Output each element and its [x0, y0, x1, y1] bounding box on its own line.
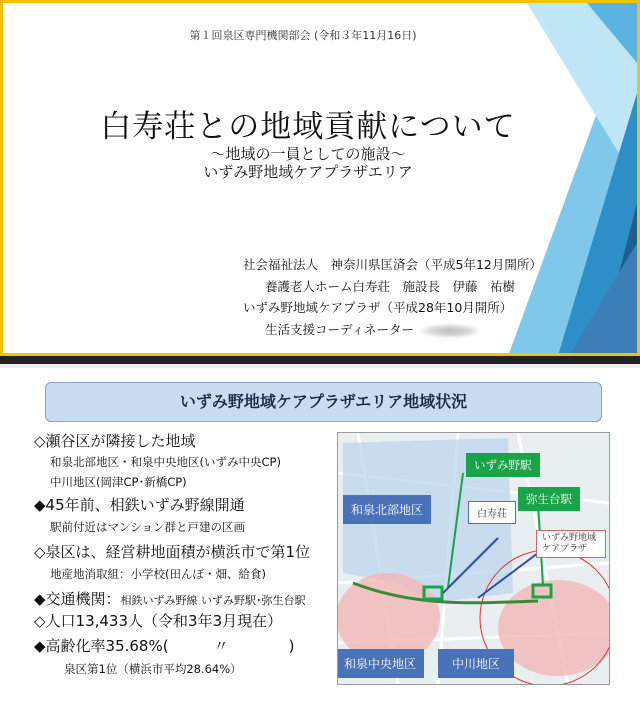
label-izumino-station: いずみ野駅 — [466, 453, 540, 477]
label-care-plaza: いずみ野地域ケアプラザ — [536, 530, 606, 558]
label-yayoidai-station: 弥生台駅 — [518, 487, 580, 511]
subtitle-1: 〜地域の一員としての施設〜 — [210, 145, 406, 163]
bullet-2a: 駅前付近はマンション群と戸建の区画 — [50, 520, 245, 534]
area-map — [337, 432, 610, 685]
bullet-5: ◇人口13,433人（令和3年3月現在） — [34, 612, 283, 630]
title-slide — [0, 0, 640, 356]
org-line-1: 社会福祉法人 神奈川県匡済会（平成5年12月開所） — [243, 257, 542, 272]
meeting-caption: 第１回泉区専門機関部会 (令和３年11月16日) — [189, 29, 417, 42]
org-line-2: 養護老人ホーム白寿荘 施設長 伊藤 祐樹 — [265, 279, 516, 294]
bullet-3: ◇泉区は、経営耕地面積が横浜市で第1位 — [34, 543, 311, 561]
bullet-4-detail: 相鉄いずみ野線 いずみ野駅･弥生台駅 — [120, 594, 306, 607]
area-slide — [0, 364, 640, 719]
blurred-name — [420, 324, 480, 338]
label-hakujuso: 白寿荘 — [468, 501, 516, 524]
bullet-1a: 和泉北部地区・和泉中央地区(いずみ中央CP) — [50, 455, 281, 469]
org-line-4 — [265, 320, 480, 338]
coordinator-title: 生活支援コーディネーター — [265, 322, 415, 337]
label-north-district: 和泉北部地区 — [343, 495, 431, 524]
slide-title: 白寿荘との地域貢献について — [100, 109, 516, 145]
bullet-6: ◆高齢化率35.68%( 〃 ) — [34, 637, 295, 655]
bullet-1b: 中川地区(岡津CP･新橋CP) — [50, 475, 187, 489]
bullet-1: ◇瀬谷区が隣接した地域 — [34, 432, 196, 450]
bullet-4 — [34, 588, 306, 609]
bullet-4-label: ◆交通機関： — [34, 590, 121, 608]
bullet-6a: 泉区第1位（横浜市平均28.64%） — [64, 662, 242, 676]
slide-banner: いずみ野地域ケアプラザエリア地域状況 — [45, 382, 602, 422]
bullet-3a: 地産地消取組：小学校(田んぼ・畑、給食) — [50, 567, 266, 581]
org-line-3: いずみ野地域ケアプラザ（平成28年10月開所） — [243, 300, 513, 315]
bullet-2: ◆45年前、相鉄いずみ野線開通 — [34, 496, 245, 514]
label-nakagawa-district: 中川地区 — [438, 649, 514, 678]
subtitle-2: いずみ野地域ケアプラザエリア — [203, 163, 413, 181]
slide-gap — [0, 356, 640, 364]
label-central-district: 和泉中央地区 — [337, 649, 424, 678]
